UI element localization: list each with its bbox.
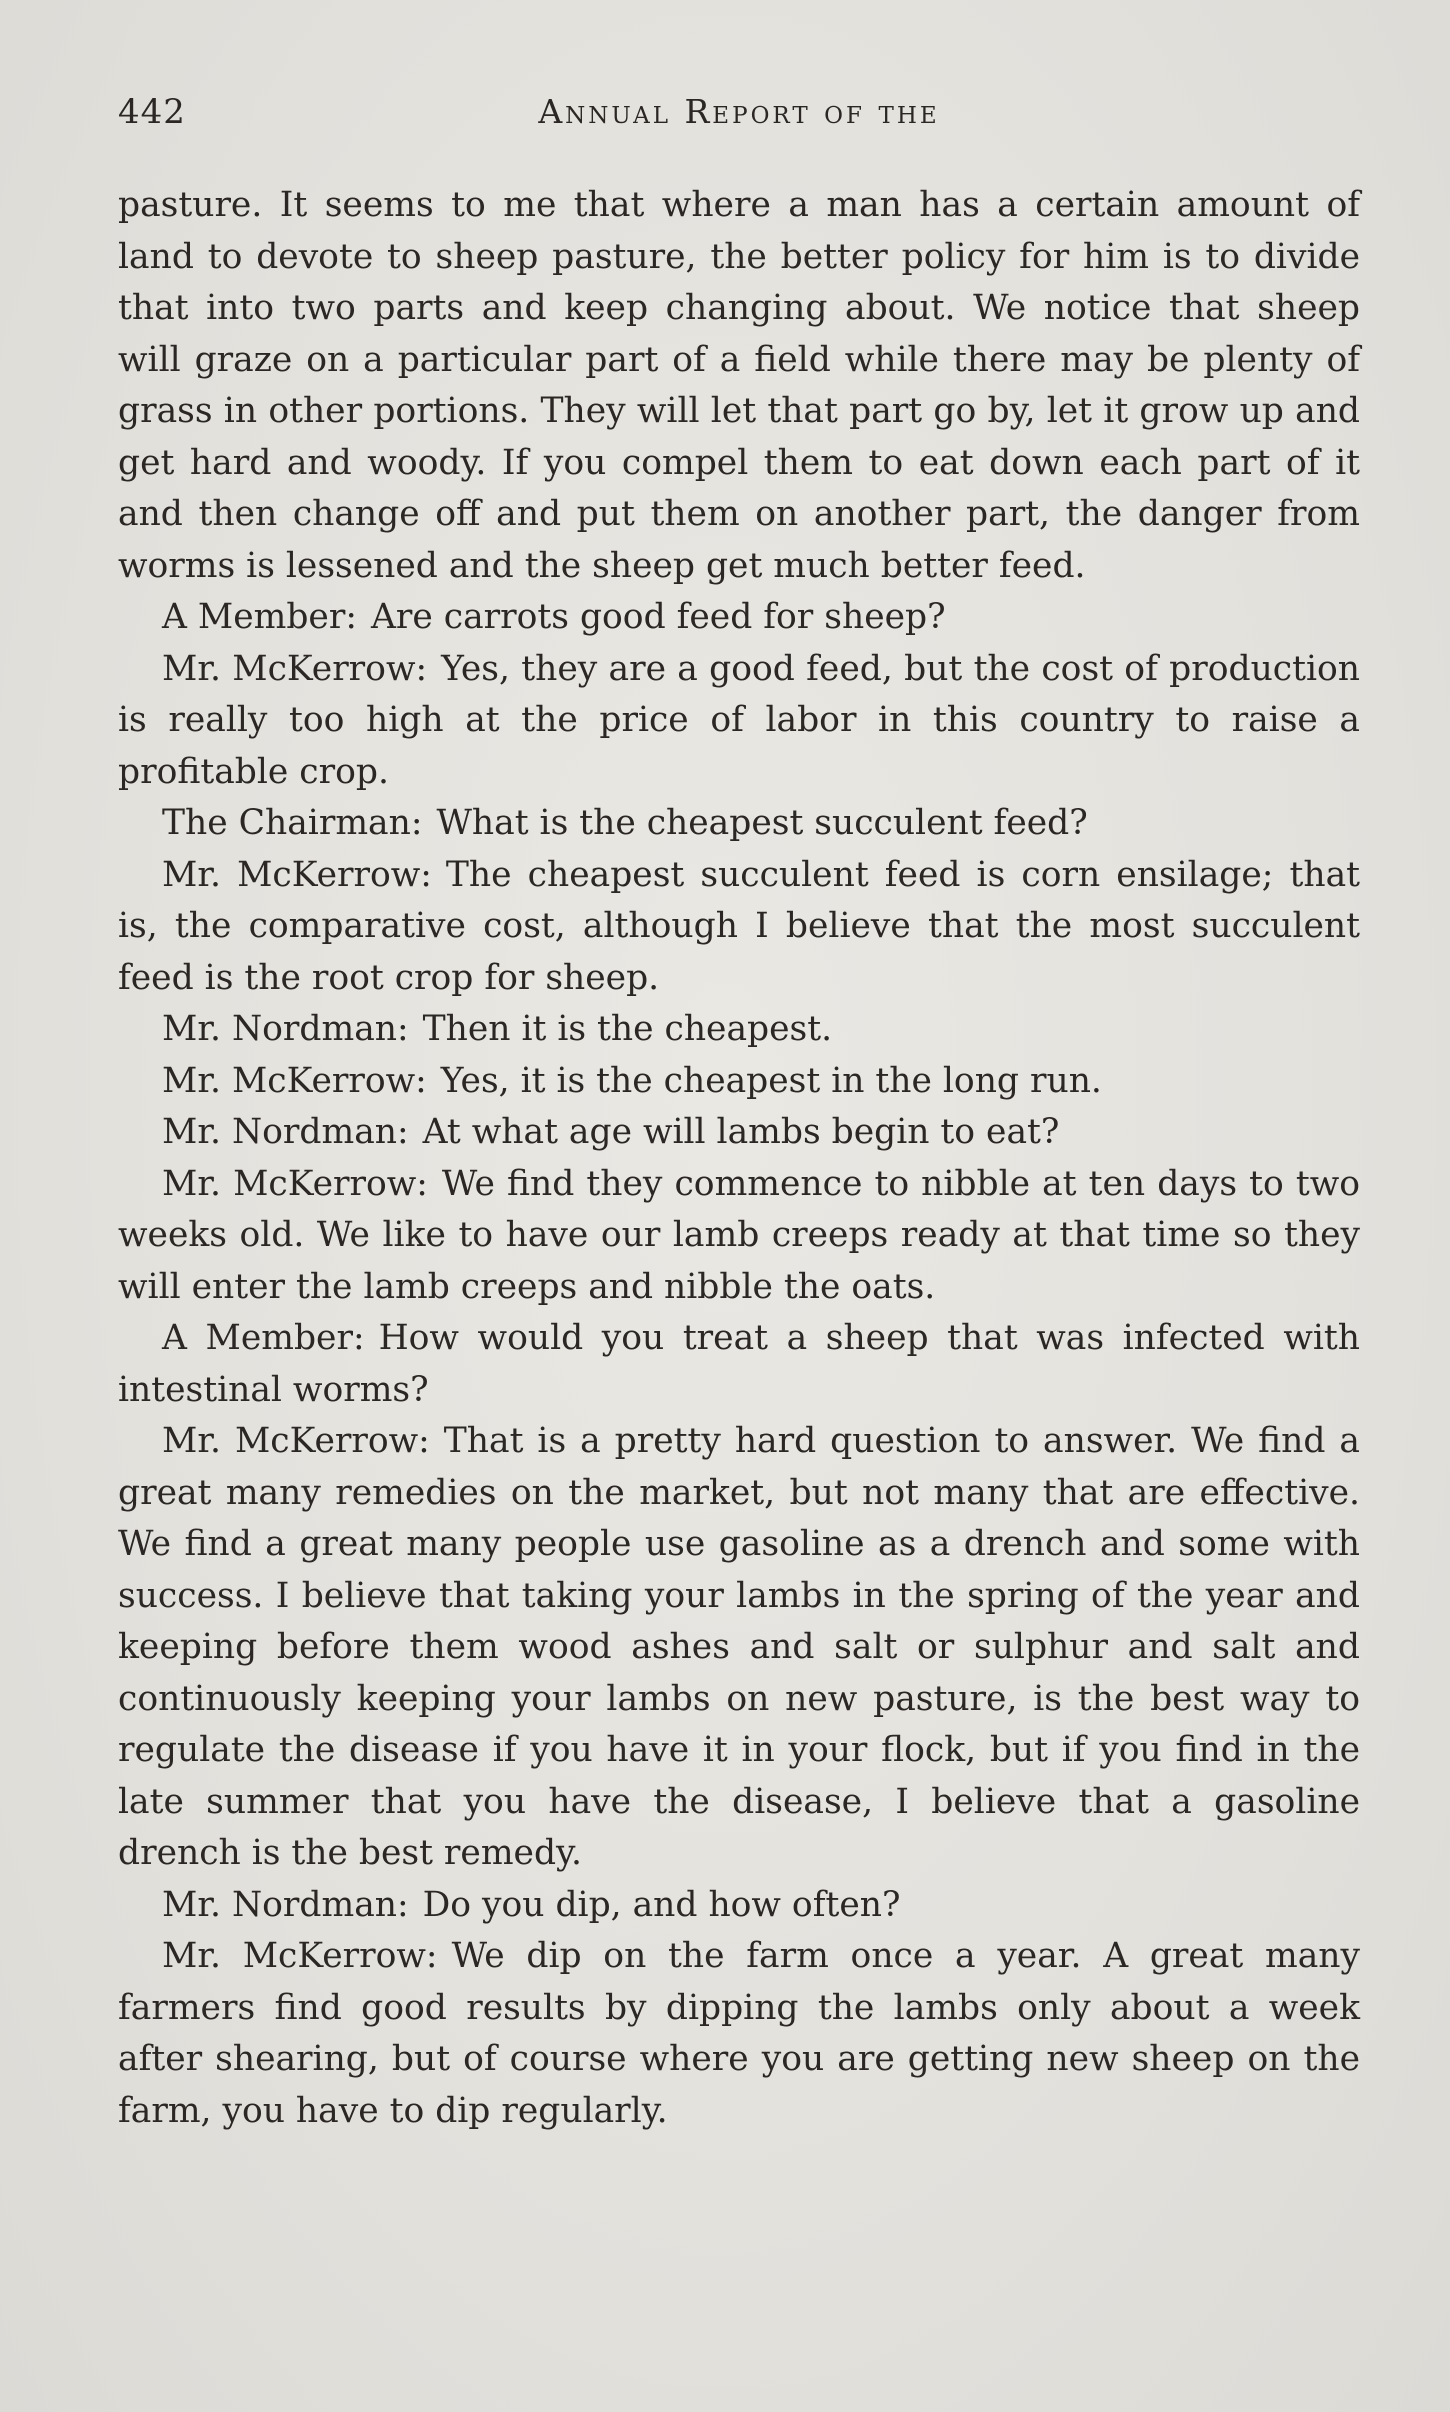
paragraph — [118, 1880, 1360, 1932]
paragraph-text: Are carrots good feed for sheep? — [370, 597, 946, 637]
paragraph-text: That is a pretty hard question to answer. We find a great many remedies on the market, but not many that are effective. We find a great many people use gasoline as a drench and some with success. I believe that taking your lambs in the spring of the year and keeping before them wood ashes and salt or sulphur and salt and continuously keeping your lambs on new pasture, is the best way to regulate the disease if you have it in your flock, but if you find in the late summer that you have the disease, I believe that a gasoline drench is the best remedy. — [118, 1421, 1360, 1873]
speaker-label: Mr. McKerrow: — [162, 1163, 428, 1204]
speaker-label: The Chairman: — [162, 803, 423, 843]
paragraph — [118, 1313, 1360, 1416]
paragraph — [118, 180, 1360, 592]
speaker-label: A Member: — [162, 597, 357, 637]
running-head: Annual Report of the — [538, 92, 940, 131]
paragraph-text: pasture. It seems to me that where a man has a certain amount of land to devote to sheep pasture, the better policy for him is to divide that into two parts and keep changing about. We notice that sheep will graze on a particular part of a field while there may be plenty of grass in other portions. They will let that part go by, let it grow up and get hard and woody. If you compel them to eat down each part of it and then change off and put them on another part, the danger from worms is lessened and the sheep get much better feed. — [118, 185, 1360, 586]
body-text — [118, 180, 1360, 2137]
paragraph — [118, 1159, 1360, 1314]
speaker-label: Mr. Nordman: — [162, 1009, 409, 1049]
paragraph — [118, 1931, 1360, 2137]
paragraph — [118, 1004, 1360, 1056]
paragraph-text: The cheapest succulent feed is corn ensilage; that is, the comparative cost, although I believe that the most succulent feed is the root crop for sheep. — [118, 854, 1361, 998]
paragraph-text: We find they commence to nibble at ten days to two weeks old. We like to have our lamb creeps ready at that time so they will enter the lamb creeps and nibble the oats. — [118, 1163, 1360, 1307]
paragraph-text: Do you dip, and how often? — [422, 1884, 901, 1925]
speaker-label: Mr. McKerrow: — [162, 1936, 438, 1976]
paragraph-text: We dip on the farm once a year. A great many farmers find good results by dipping the lambs only about a week after shearing, but of course where you are getting new sheep on the farm, you have to dip regularly. — [118, 1936, 1361, 2131]
speaker-label: Mr. Nordman: — [162, 1112, 409, 1152]
paragraph — [118, 1056, 1360, 1108]
paragraph — [118, 1416, 1360, 1880]
paragraph-text: Yes, they are a good feed, but the cost of production is really too high at the price of labor in this country to raise a profitable crop. — [118, 648, 1360, 792]
paragraph-text: Yes, it is the cheapest in the long run. — [440, 1060, 1102, 1101]
paragraph — [118, 1107, 1360, 1159]
speaker-label: Mr. McKerrow: — [162, 1421, 430, 1461]
page-number: 442 — [118, 92, 186, 132]
speaker-label: Mr. McKerrow: — [162, 1060, 427, 1101]
paragraph — [118, 592, 1360, 644]
speaker-label: Mr. Nordman: — [162, 1884, 409, 1925]
page-header — [118, 92, 1360, 142]
paragraph-text: What is the cheapest succulent feed? — [436, 803, 1088, 843]
paragraph-text: How would you treat a sheep that was infected with intestinal worms? — [118, 1318, 1360, 1410]
paragraph — [118, 798, 1360, 850]
paragraph — [118, 644, 1360, 799]
paragraph-text: At what age will lambs begin to eat? — [422, 1112, 1060, 1152]
paragraph — [118, 850, 1360, 1005]
paragraph-text: Then it is the cheapest. — [422, 1009, 833, 1049]
speaker-label: Mr. McKerrow: — [162, 648, 428, 689]
speaker-label: A Member: — [162, 1318, 365, 1358]
speaker-label: Mr. McKerrow: — [162, 854, 432, 895]
